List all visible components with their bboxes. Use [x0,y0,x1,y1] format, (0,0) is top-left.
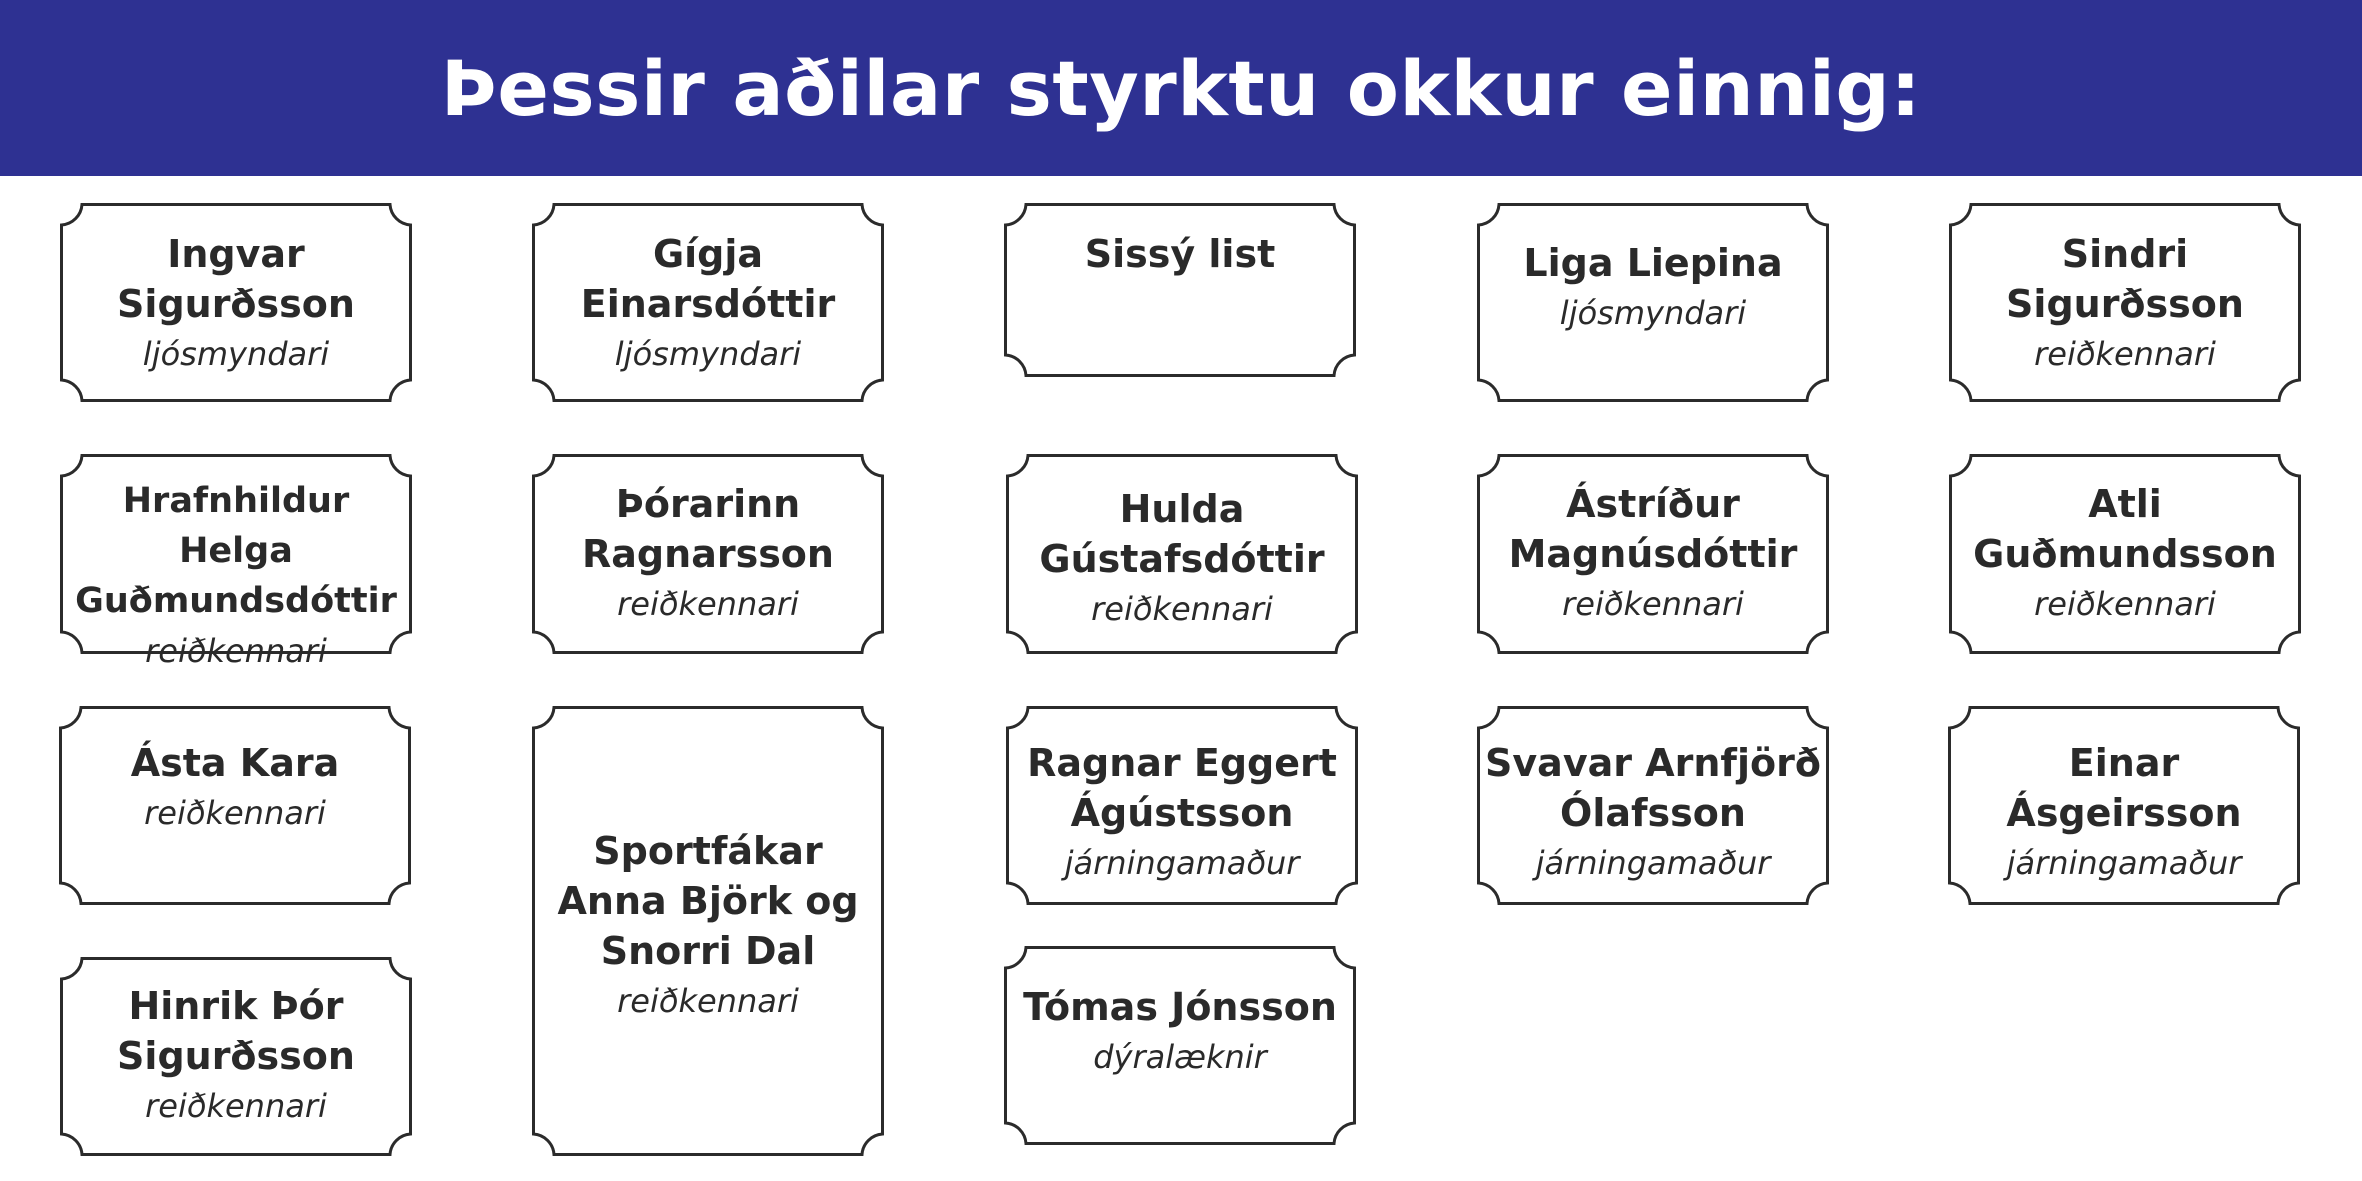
sponsor-role: reiðkennari [617,982,799,1020]
sponsor-name: Atli Guðmundsson [1973,482,2277,576]
sponsor-name: Sindri Sigurðsson [2006,232,2244,326]
sponsor-name: Hinrik Þór Sigurðsson [117,984,355,1078]
sponsor-name: Einar Ásgeirsson [2006,741,2242,835]
sponsor-card-tomas-jonsson [1004,946,1356,1145]
sponsor-card-sindri-sigurdsson [1949,203,2301,402]
sponsor-card-hrafnhildur-helga-gudmundsdottir [60,454,412,670]
sponsor-card-hulda-gustafsdottir [1006,454,1358,654]
sponsor-role: ljósmyndari [1559,294,1747,332]
sponsor-role: reiðkennari [2034,335,2216,373]
sponsor-role: ljósmyndari [142,335,330,373]
sponsor-name: Ástríður Magnúsdóttir [1508,482,1798,576]
sponsor-name: Sissý list [1084,232,1276,276]
sponsor-role: járningamaður [2006,844,2242,882]
sponsor-role: reiðkennari [144,794,326,832]
sponsor-role: járningamaður [1535,844,1771,882]
sponsor-role: dýralæknir [1093,1038,1267,1076]
sponsor-role: reiðkennari [2034,585,2216,623]
sponsor-card-thorarinn-ragnarsson [532,454,884,654]
page-title: Þessir aðilar styrktu okkur einnig: [440,43,1922,133]
sponsor-name: Tómas Jónsson [1023,985,1337,1029]
sponsor-name: Hulda Gústafsdóttir [1039,487,1325,581]
sponsor-role: reiðkennari [1091,590,1273,628]
sponsor-card-astridur-magnusdottir [1477,454,1829,654]
header-banner [0,0,2362,176]
sponsor-role: reiðkennari [617,585,799,623]
sponsor-name: Ragnar Eggert Ágústsson [1027,741,1337,835]
sponsor-name: Hrafnhildur Helga Guðmundsdóttir [75,481,397,621]
sponsor-role: ljósmyndari [614,335,802,373]
sponsor-card-atli-gudmundsson [1949,454,2301,654]
sponsor-card-einar-asgeirsson [1948,706,2300,905]
sponsor-card-ragnar-eggert-agustsson [1006,706,1358,905]
sponsor-card-liga-liepina [1477,203,1829,402]
sponsor-card-ingvar-sigurdsson [60,203,412,402]
sponsor-name: Ásta Kara [130,741,340,785]
sponsor-name: Ingvar Sigurðsson [117,232,355,326]
sponsor-name: Sportfákar Anna Björk og Snorri Dal [557,829,859,973]
sponsor-card-gigja-einarsdottir [532,203,884,402]
sponsor-role: reiðkennari [145,632,327,670]
sponsor-role: reiðkennari [145,1087,327,1125]
sponsor-card-svavar-arnfjord-olafsson [1477,706,1829,905]
sponsor-name: Svavar Arnfjörð Ólafsson [1485,741,1821,835]
sponsor-card-asta-kara [59,706,411,905]
sponsor-role: reiðkennari [1562,585,1744,623]
sponsor-card-sportfakar [532,706,884,1156]
sponsor-name: Liga Liepina [1523,241,1783,285]
sponsor-name: Þórarinn Ragnarsson [582,482,834,576]
sponsor-name: Gígja Einarsdóttir [580,232,836,326]
sponsor-card-hinrik-thor-sigurdsson [60,957,412,1156]
sponsor-card-sissy-list [1004,203,1356,377]
sponsor-role: járningamaður [1064,844,1300,882]
